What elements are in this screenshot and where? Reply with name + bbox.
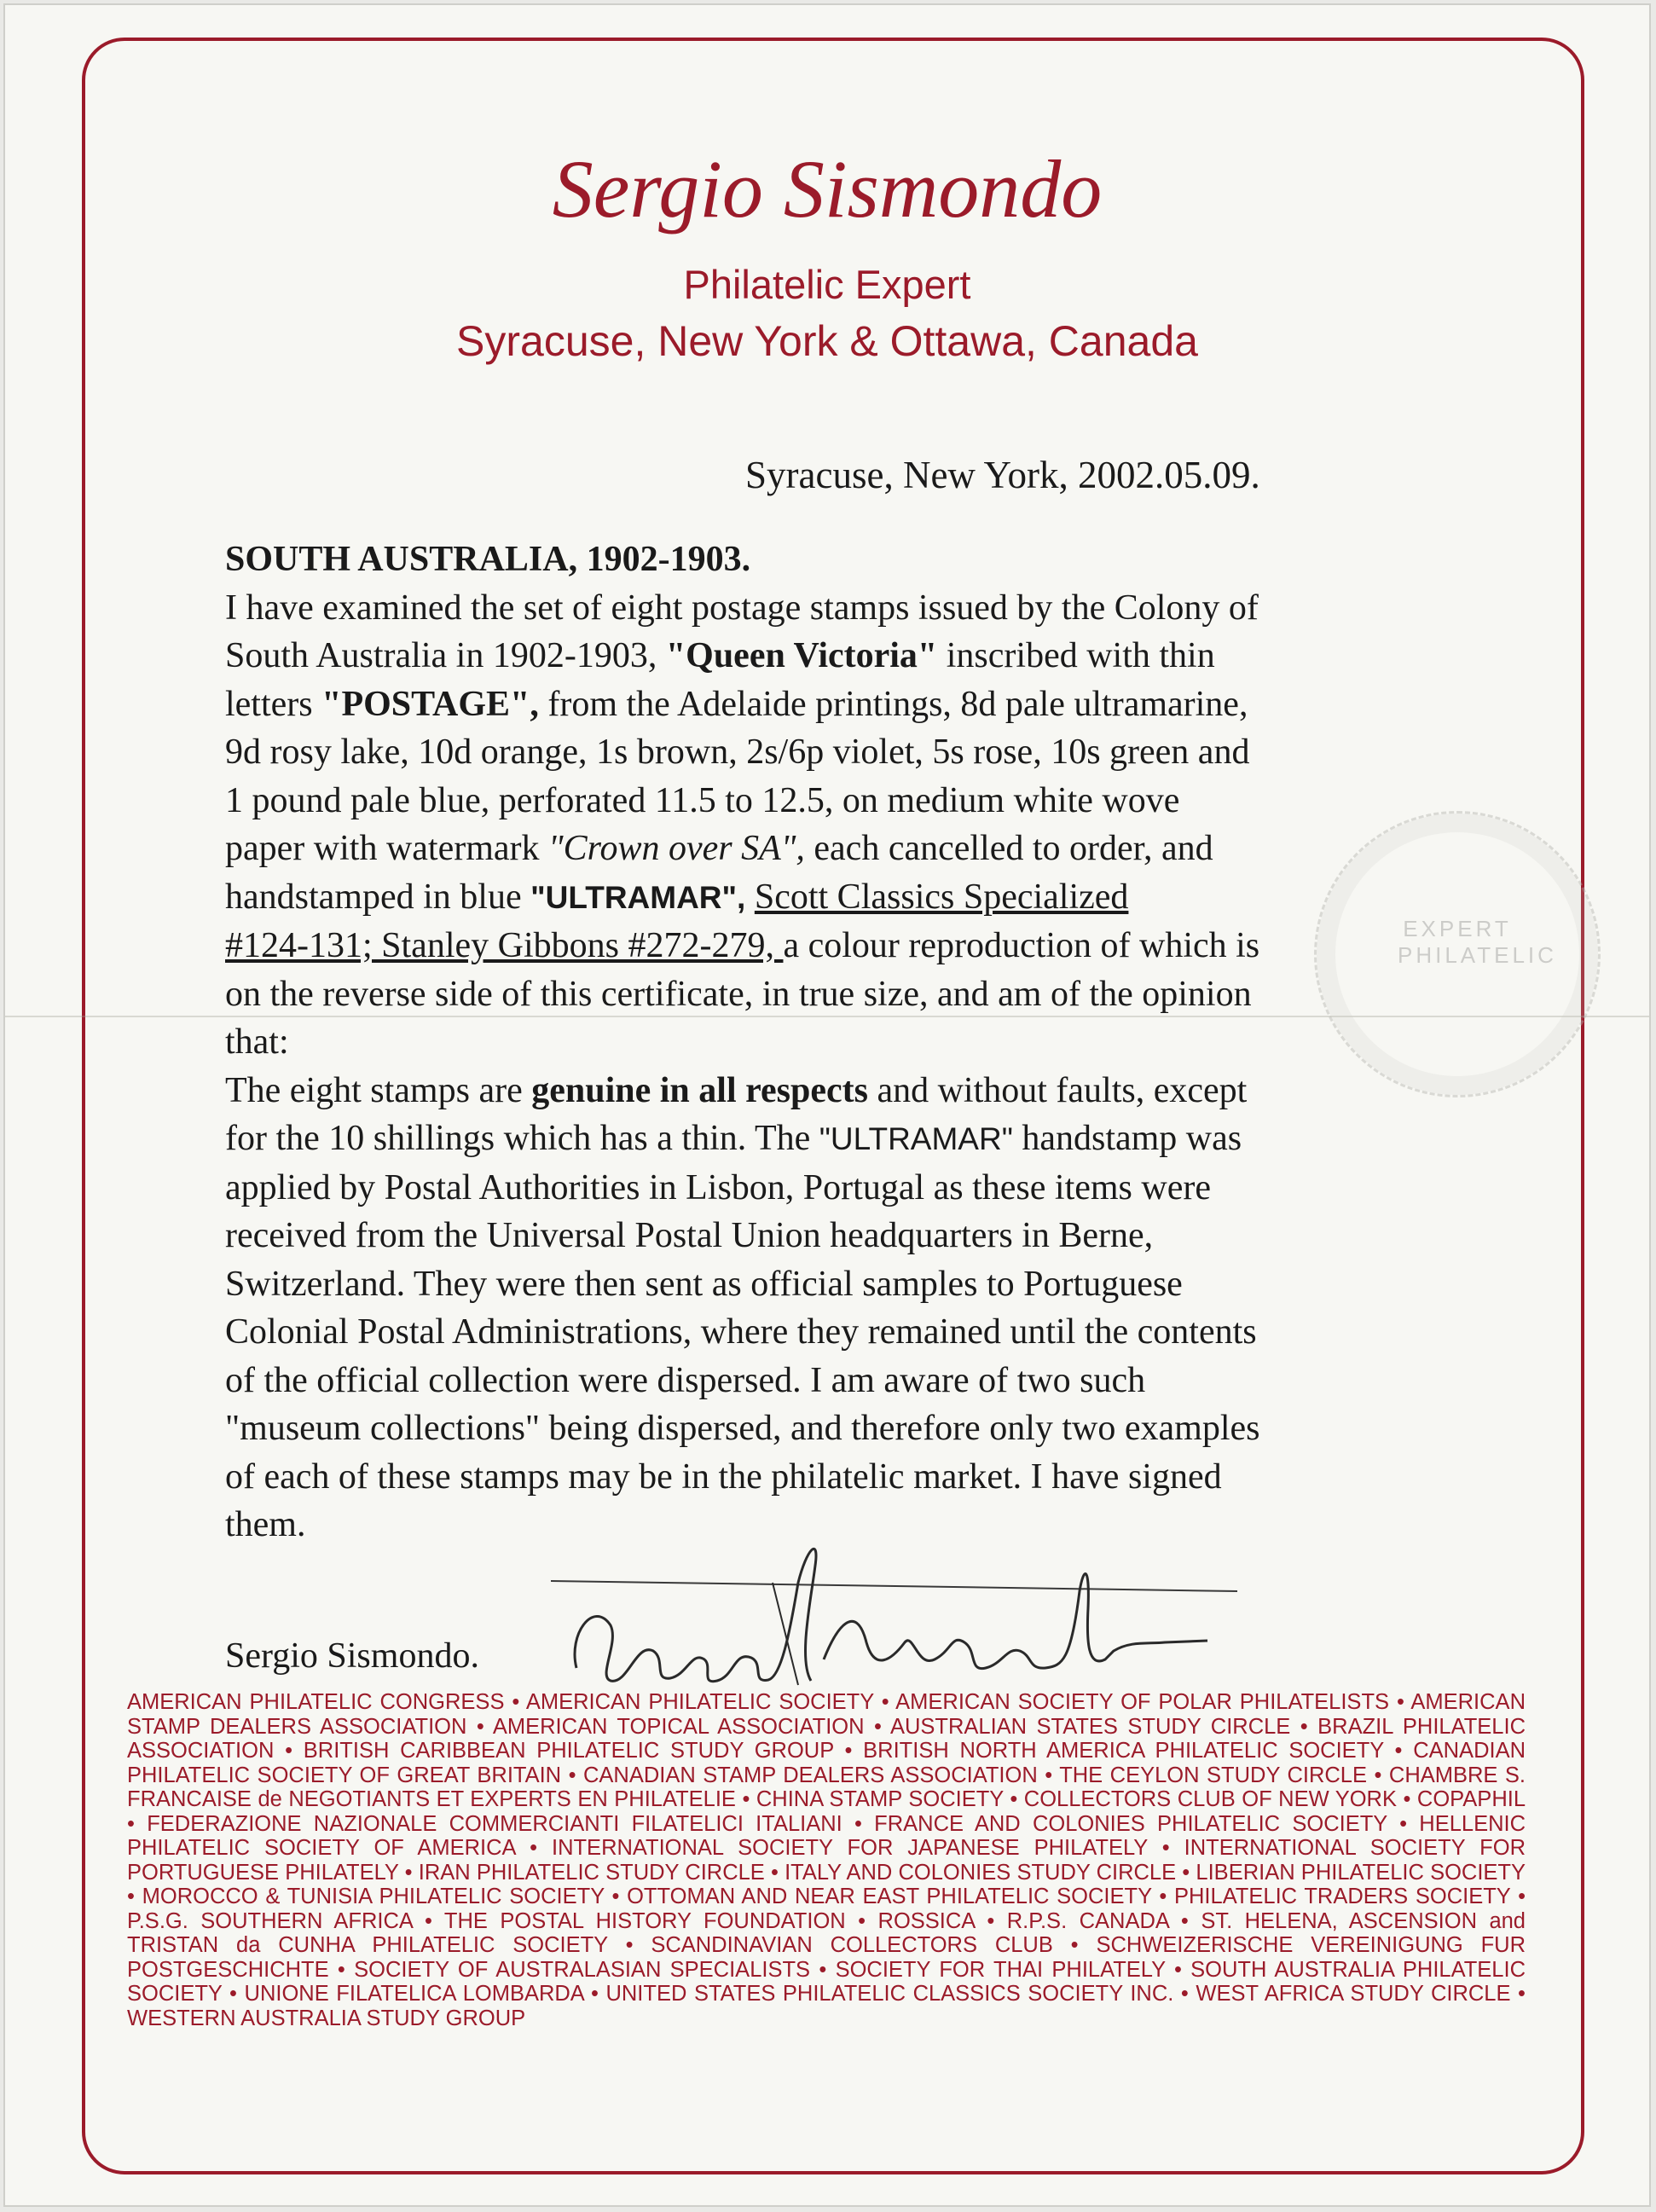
body-line: for the 10 shillings which has a thin. The "ULTRAMAR" handstamp was xyxy=(225,1119,1242,1158)
society-line: ASSOCIATION • BRITISH CARIBBEAN PHILATELIC STUDY GROUP • BRITISH NORTH AMERICA PHILATELIC SOCIETY • CANADIAN xyxy=(127,1739,1526,1763)
society-line: P.S.G. SOUTHERN AFRICA • THE POSTAL HISTORY FOUNDATION • ROSSICA • R.P.S. CANADA • ST. HELENA, ASCENSION and xyxy=(127,1908,1526,1933)
letterhead-name: Sergio Sismondo xyxy=(552,143,1103,235)
affiliated-societies xyxy=(127,1690,1526,2030)
body-line: #124-131; Stanley Gibbons #272-279, a colour reproduction of which is xyxy=(225,926,1260,965)
body-line: that: xyxy=(225,1022,289,1062)
body-line: of the official collection were dispersed. I am aware of two such xyxy=(225,1360,1146,1400)
society-line: WESTERN AUSTRALIA STUDY GROUP xyxy=(127,2006,526,2030)
signatory-name: Sergio Sismondo. xyxy=(225,1636,479,1676)
society-line: SOCIETY • UNIONE FILATELICA LOMBARDA • UNITED STATES PHILATELIC CLASSICS SOCIETY INC. • WEST AFRICA STUDY CIRCLE • xyxy=(127,1982,1526,2006)
body-line: letters "POSTAGE", from the Adelaide printings, 8d pale ultramarine, xyxy=(225,684,1248,724)
letterhead-title: Philatelic Expert xyxy=(683,262,971,307)
society-line: • FEDERAZIONE NAZIONALE COMMERCIANTI FILATELICI ITALIANI • FRANCE AND COLONIES PHILATELIC SOCIETY • HELLENIC xyxy=(127,1811,1526,1836)
society-line: FRANCAISE de NEGOTIANTS ET EXPERTS EN PHILATELIE • CHINA STAMP SOCIETY • COLLECTORS CLUB OF NEW YORK • COPAPHIL xyxy=(127,1787,1526,1811)
society-line: TRISTAN da CUNHA PHILATELIC SOCIETY • SCANDINAVIAN COLLECTORS CLUB • SCHWEIZERISCHE VEREINIGUNG FUR xyxy=(127,1933,1526,1957)
society-line: PHILATELIC SOCIETY OF AMERICA • INTERNATIONAL SOCIETY FOR JAPANESE PHILATELY • INTERNATIONAL SOCIETY FOR xyxy=(127,1836,1526,1860)
society-line: PORTUGUESE PHILATELY • IRAN PHILATELIC STUDY CIRCLE • ITALY AND COLONIES STUDY CIRCLE • LIBERIAN PHILATELIC SOCIETY xyxy=(127,1860,1526,1885)
body-line: applied by Postal Authorities in Lisbon, Portugal as these items were xyxy=(225,1167,1212,1207)
body-line: Colonial Postal Administrations, where they remained until the contents xyxy=(225,1312,1257,1352)
certificate-sheet xyxy=(5,5,1649,2205)
body-line: South Australia in 1902-1903, "Queen Victoria" inscribed with thin xyxy=(225,636,1215,675)
certificate-heading: SOUTH AUSTRALIA, 1902-1903. xyxy=(225,540,751,579)
dateline: Syracuse, New York, 2002.05.09. xyxy=(745,454,1260,496)
body-line: 1 pound pale blue, perforated 11.5 to 12.5, on medium white wove xyxy=(225,780,1180,820)
body-line: 9d rosy lake, 10d orange, 1s brown, 2s/6p violet, 5s rose, 10s green and xyxy=(225,733,1250,772)
body-line: I have examined the set of eight postage stamps issued by the Colony of xyxy=(225,588,1259,628)
body-line: Switzerland. They were then sent as official samples to Portuguese xyxy=(225,1264,1183,1304)
body-line: The eight stamps are genuine in all respects and without faults, except xyxy=(225,1070,1248,1110)
certificate-body xyxy=(225,536,1462,1549)
society-line: POSTGESCHICHTE • SOCIETY OF AUSTRALASIAN SPECIALISTS • SOCIETY FOR THAI PHILATELY • SOUTH AUSTRALIA PHILATELIC xyxy=(127,1957,1526,1982)
body-line: of each of these stamps may be in the philatelic market. I have signed xyxy=(225,1456,1222,1497)
handwritten-signature xyxy=(517,1532,1250,1702)
body-line: them. xyxy=(225,1505,306,1544)
seal-text: EXPERT PHILATELIC xyxy=(1398,916,1557,968)
society-line: STAMP DEALERS ASSOCIATION • AMERICAN TOPICAL ASSOCIATION • AUSTRALIAN STATES STUDY CIRCLE • BRAZIL PHILATELIC xyxy=(127,1714,1526,1739)
body-line: handstamped in blue "ULTRAMAR", Scott Classics Specialized xyxy=(225,877,1129,917)
society-line: PHILATELIC SOCIETY OF GREAT BRITAIN • CANADIAN STAMP DEALERS ASSOCIATION • THE CEYLON STUDY CIRCLE • CHAMBRE S. xyxy=(127,1763,1526,1787)
body-line: paper with watermark "Crown over SA", each cancelled to order, and xyxy=(225,829,1213,868)
letterhead-location: Syracuse, New York & Ottawa, Canada xyxy=(456,317,1198,365)
body-line: received from the Universal Postal Union headquarters in Berne, xyxy=(225,1216,1154,1255)
body-line: "museum collections" being dispersed, and therefore only two examples xyxy=(225,1409,1260,1448)
body-line: on the reverse side of this certificate, in true size, and am of the opinion xyxy=(225,974,1252,1014)
society-line: • MOROCCO & TUNISIA PHILATELIC SOCIETY • OTTOMAN AND NEAR EAST PHILATELIC SOCIETY • PHILATELIC TRADERS SOCIETY • xyxy=(127,1885,1526,1908)
society-line: AMERICAN PHILATELIC CONGRESS • AMERICAN PHILATELIC SOCIETY • AMERICAN SOCIETY OF POLAR PHILATELISTS • AMERICAN xyxy=(127,1690,1526,1714)
